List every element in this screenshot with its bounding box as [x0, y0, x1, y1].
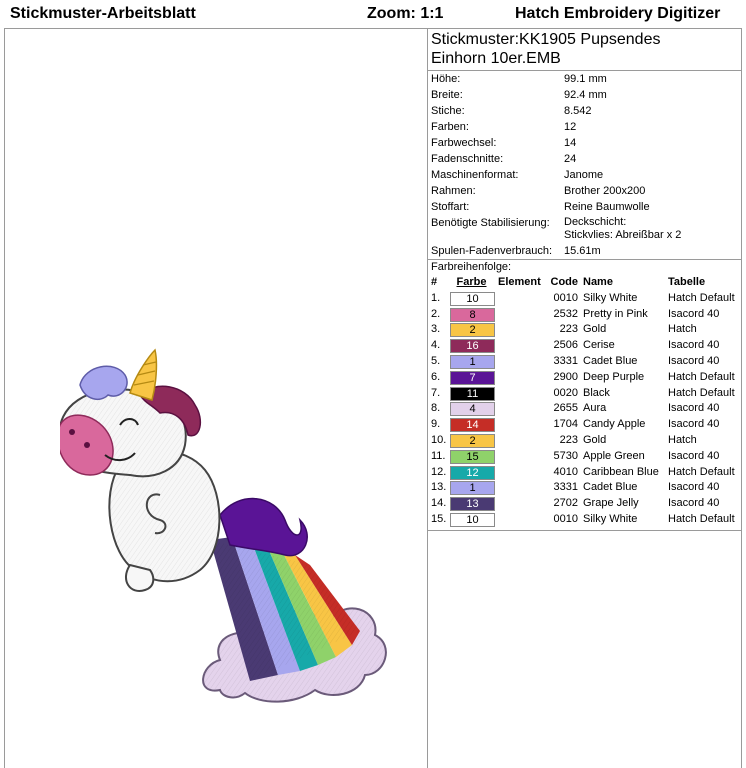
- row-number: 12.: [431, 465, 447, 478]
- horn-shape: [130, 350, 156, 400]
- thread-name: Gold: [583, 433, 607, 446]
- info-row-colors: Farben: 12: [431, 121, 577, 133]
- thread-code: 0010: [553, 291, 578, 304]
- page-header: [0, 0, 746, 28]
- color-swatch: 2: [450, 323, 495, 337]
- table-row: [428, 291, 741, 307]
- thread-name: Cerise: [583, 339, 615, 352]
- row-number: 1.: [431, 291, 441, 304]
- thread-name: Aura: [583, 402, 607, 415]
- color-sequence-title: Farbreihenfolge:: [431, 261, 512, 273]
- info-row-hoop: Rahmen: Brother 200x200: [431, 185, 646, 197]
- thread-table: Hatch Default: [668, 512, 735, 525]
- thread-table: Isacord 40: [668, 418, 720, 431]
- color-swatch: 7: [450, 371, 495, 385]
- color-swatch: 15: [450, 450, 495, 464]
- thread-table: Hatch: [668, 433, 697, 446]
- thread-table: Isacord 40: [668, 307, 720, 320]
- thread-table: Isacord 40: [668, 481, 720, 494]
- thread-table: Hatch Default: [668, 386, 735, 399]
- color-swatch: 1: [450, 355, 495, 369]
- thread-table: Hatch Default: [668, 465, 735, 478]
- thread-code: 223: [559, 323, 578, 336]
- color-swatch: 10: [450, 513, 495, 527]
- info-row-stabilizer: Benötigte Stabilisierung: Deckschicht: Stickvlies: Abreißbar x 2: [431, 216, 682, 241]
- row-number: 14.: [431, 497, 447, 510]
- row-number: 6.: [431, 370, 441, 383]
- table-row: [428, 307, 741, 323]
- table-row: [428, 480, 741, 496]
- table-row: [428, 433, 741, 449]
- thread-name: Apple Green: [583, 449, 645, 462]
- table-row: [428, 370, 741, 386]
- info-row-fabric: Stoffart: Reine Baumwolle: [431, 201, 650, 213]
- color-swatch: 11: [450, 387, 495, 401]
- info-row-width: Breite: 92.4 mm: [431, 89, 607, 101]
- thread-code: 1704: [553, 418, 578, 431]
- thread-code: 0020: [553, 386, 578, 399]
- thread-table: Hatch: [668, 323, 697, 336]
- thread-code: 0010: [553, 512, 578, 525]
- row-number: 4.: [431, 339, 441, 352]
- design-title: Stickmuster:KK1905 Pupsendes Einhorn 10er.EMB: [428, 29, 741, 71]
- thread-name: Grape Jelly: [583, 497, 639, 510]
- color-table-header: # Farbe Element Code Name Tabelle: [431, 276, 706, 288]
- forelock-shape: [80, 366, 127, 399]
- thread-table: Hatch Default: [668, 370, 735, 383]
- thread-code: 3331: [553, 354, 578, 367]
- row-number: 10.: [431, 433, 447, 446]
- thread-table: Isacord 40: [668, 339, 720, 352]
- table-row: [428, 465, 741, 481]
- table-row: [428, 386, 741, 402]
- thread-table: Isacord 40: [668, 354, 720, 367]
- row-number: 7.: [431, 386, 441, 399]
- row-number: 2.: [431, 307, 441, 320]
- thread-table: Hatch Default: [668, 291, 735, 304]
- thread-code: 2506: [553, 339, 578, 352]
- info-row-trims: Fadenschnitte: 24: [431, 153, 577, 165]
- zoom-label: Zoom: 1:1: [367, 5, 444, 22]
- table-row: [428, 401, 741, 417]
- thread-code: 2532: [553, 307, 578, 320]
- color-sequence-table: [428, 260, 741, 531]
- table-row: [428, 512, 741, 528]
- thread-name: Deep Purple: [583, 370, 645, 383]
- thread-name: Caribbean Blue: [583, 465, 659, 478]
- design-info: [428, 71, 741, 260]
- row-number: 3.: [431, 323, 441, 336]
- info-row-machine-format: Maschinenformat: Janome: [431, 169, 604, 181]
- color-swatch: 13: [450, 497, 495, 511]
- thread-name: Silky White: [583, 291, 638, 304]
- row-number: 8.: [431, 402, 441, 415]
- info-row-color-changes: Farbwechsel: 14: [431, 137, 577, 149]
- color-swatch: 12: [450, 466, 495, 480]
- thread-name: Cadet Blue: [583, 354, 638, 367]
- table-row: [428, 417, 741, 433]
- thread-code: 3331: [553, 481, 578, 494]
- color-swatch: 16: [450, 339, 495, 353]
- color-swatch: 14: [450, 418, 495, 432]
- color-swatch: 8: [450, 308, 495, 322]
- thread-code: 2702: [553, 497, 578, 510]
- thread-code: 2900: [553, 370, 578, 383]
- thread-name: Silky White: [583, 512, 638, 525]
- row-number: 13.: [431, 481, 447, 494]
- thread-table: Isacord 40: [668, 402, 720, 415]
- thread-table: Isacord 40: [668, 449, 720, 462]
- thread-name: Pretty in Pink: [583, 307, 648, 320]
- row-number: 15.: [431, 512, 447, 525]
- color-rows: [428, 291, 741, 528]
- leg-shape: [126, 565, 153, 591]
- thread-code: 5730: [553, 449, 578, 462]
- software-name: Hatch Embroidery Digitizer: [515, 5, 721, 22]
- color-swatch: 2: [450, 434, 495, 448]
- color-swatch: 4: [450, 402, 495, 416]
- color-swatch: 10: [450, 292, 495, 306]
- row-number: 9.: [431, 418, 441, 431]
- color-swatch: 1: [450, 481, 495, 495]
- row-number: 11.: [431, 449, 446, 462]
- table-row: [428, 354, 741, 370]
- table-row: [428, 449, 741, 465]
- thread-name: Gold: [583, 323, 607, 336]
- info-panel: [428, 29, 741, 531]
- worksheet-title: Stickmuster-Arbeitsblatt: [10, 5, 196, 22]
- table-row: [428, 338, 741, 354]
- info-row-bobbin: Spulen-Fadenverbrauch: 15.61m: [428, 243, 741, 260]
- thread-code: 2655: [553, 402, 578, 415]
- info-row-height: Höhe: 99.1 mm: [431, 73, 607, 85]
- thread-code: 223: [559, 433, 578, 446]
- thread-name: Candy Apple: [583, 418, 646, 431]
- row-number: 5.: [431, 354, 441, 367]
- table-row: [428, 496, 741, 512]
- info-row-stitches: Stiche: 8.542: [431, 105, 592, 117]
- design-preview: [60, 345, 390, 710]
- thread-name: Cadet Blue: [583, 481, 638, 494]
- thread-code: 4010: [553, 465, 578, 478]
- table-row: [428, 322, 741, 338]
- thread-name: Black: [583, 386, 610, 399]
- thread-table: Isacord 40: [668, 497, 720, 510]
